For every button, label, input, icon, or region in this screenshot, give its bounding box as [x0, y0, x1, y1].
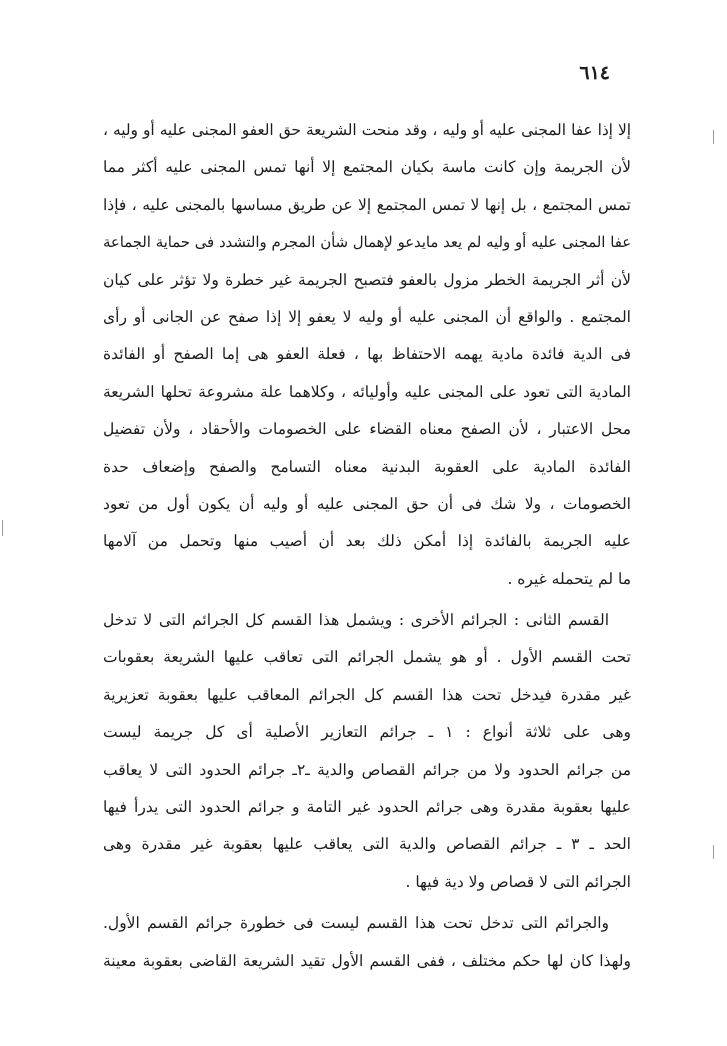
text-line: الحد ـ ٣ ـ جرائم القصاص والدية التى يعاقب عليها بعقوبة غير مقدرة وهى	[103, 835, 631, 854]
text-line: غير مقدرة فيدخل تحت هذا القسم كل الجرائم المعاقب عليها بعقوبة تعزيرية	[103, 685, 631, 704]
text-line: القسم الثانى : الجرائم الأخرى : ويشمل هذا القسم كل الجرائم التى لا تدخل	[103, 611, 609, 630]
text-line: لأن أثر الجريمة الخطر مزول بالعفو فتصبح الجريمة غير خطرة ولا تؤثر على كيان	[103, 270, 631, 289]
text-line: إلا إذا عفا المجنى عليه أو وليه ، وقد منحت الشريعة حق العفو المجنى عليه أو وليه ،	[103, 121, 631, 139]
scan-edge-mark	[2, 520, 3, 536]
scan-edge-mark	[713, 845, 714, 859]
page-number: ٦١٤	[579, 62, 610, 84]
text-line: عليها بعقوبة مقدرة وهى جرائم الحدود غير التامة و جرائم الحدود التى يدرأ فيها	[103, 798, 631, 817]
text-line: الفائدة المادية على العقوبة البدنية معناه التسامح والصفح وإضعاف حدة	[103, 457, 631, 476]
text-line: من جرائم الحدود ولا من جرائم القصاص والدية ـ٢ـ جرائم الحدود التى لا يعاقب	[103, 760, 631, 779]
scan-edge-mark	[713, 130, 714, 144]
text-line: تحت القسم الأول . أو هو يشمل الجرائم التى تعاقب عليها الشريعة بعقوبات	[103, 648, 631, 667]
paragraph-pardon-rationale	[103, 112, 631, 598]
text-line: المجتمع . والواقع أن المجنى عليه أو وليه لا يعفو إلا إذا صفح عن الجانى أو رأى	[103, 307, 631, 326]
text-line: والجرائم التى تدخل تحت هذا القسم ليست فى خطورة جرائم القسم الأول.	[103, 914, 609, 933]
text-line: المادية التى تعود على المجنى عليه وأوليائه ، وكلاهما علة مشروعة تحلها الشريعة	[103, 382, 631, 401]
text-line: الجرائم التى لا قصاص ولا دية فيها .	[405, 872, 631, 891]
text-line: محل الاعتبار ، لأن الصفح معناه القضاء على الخصومات والأحقاد ، ولأن تفضيل	[103, 420, 631, 439]
paragraph-second-section	[103, 602, 631, 901]
text-line: ما لم يتحمله غيره .	[507, 569, 631, 588]
text-line: ولهذا كان لها حكم مختلف ، ففى القسم الأول تقيد الشريعة القاضى بعقوبة معينة	[103, 951, 631, 970]
text-line: تمس المجتمع ، بل إنها لا تمس المجتمع إلا عن طريق مساسها بالمجنى عليه ، فإذا	[103, 195, 631, 214]
paragraph-section-comparison	[103, 905, 631, 980]
text-line: الخصومات ، ولا شك فى أن حق المجنى عليه أو وليه أن يكون أول من تعود	[103, 494, 631, 513]
body-text	[103, 112, 631, 980]
text-line: فى الدية فائدة مادية يهمه الاحتفاظ بها ، فعلة العفو هى إما الصفح أو الفائدة	[103, 345, 631, 364]
text-line: وهى على ثلاثة أنواع : ١ ـ جرائم التعازير الأصلية أى كل جريمة ليست	[103, 723, 631, 742]
text-line: لأن الجريمة وإن كانت ماسة بكيان المجتمع إلا أنها تمس المجنى عليه أكثر مما	[103, 158, 631, 177]
text-line: عليه الجريمة بالفائدة إذا أمكن ذلك بعد أن أصيب منها وتحمل من آلامها	[103, 532, 631, 551]
text-line: عفا المجنى عليه أو وليه لم يعد مايدعو لإهمال شأن المجرم والتشدد فى حماية الجماعة	[103, 234, 631, 252]
